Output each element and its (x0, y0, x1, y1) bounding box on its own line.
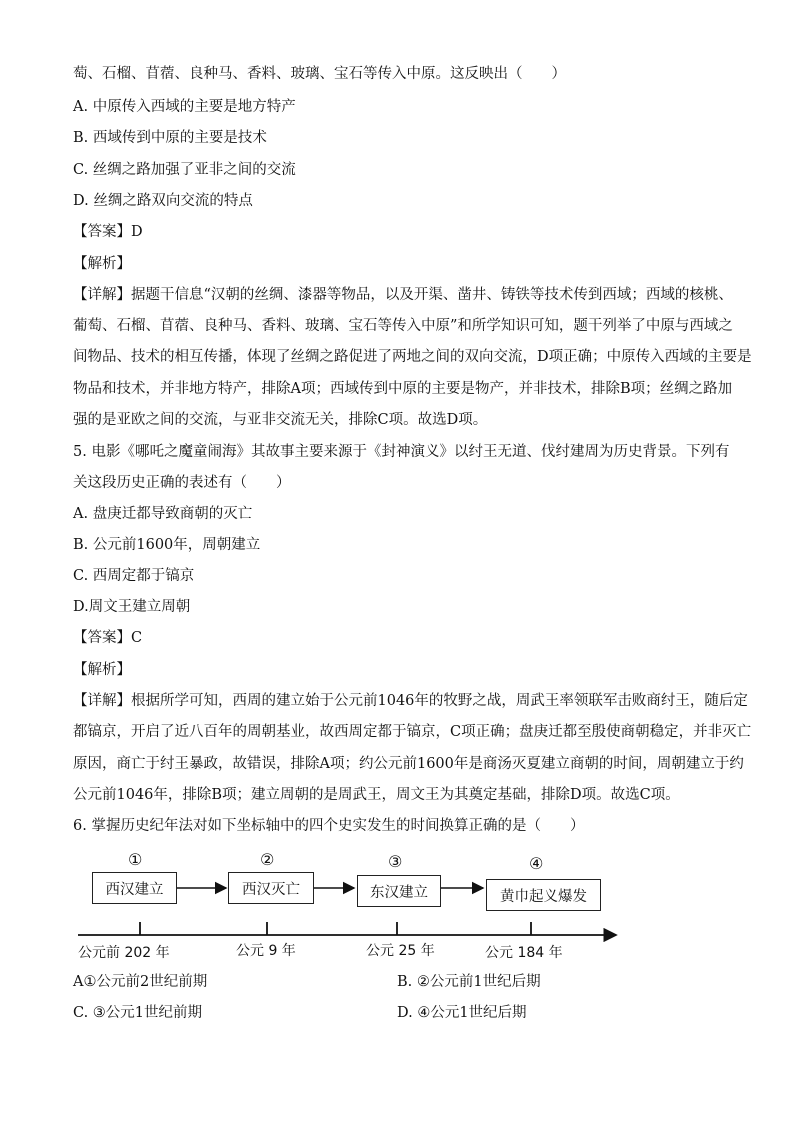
text-line: 【详解】据题干信息“汉朝的丝绸、漆器等物品，以及开渠、凿井、铸铁等技术传到西域；西域的核桃、 (73, 287, 733, 303)
event-number: ② (260, 850, 275, 869)
text-line: 公元前1046年，排除B项；建立周朝的是周武王，周文王为其奠定基础，排除D项。故选C项。 (73, 787, 680, 803)
option-line: C. 丝绸之路加强了亚非之间的交流 (73, 162, 296, 178)
question-line: 关这段历史正确的表述有（ ） (73, 475, 291, 491)
question-line: 6. 掌握历史纪年法对如下坐标轴中的四个史实发生的时间换算正确的是（ ） (73, 818, 585, 834)
option-d: D. ④公元1世纪后期 (397, 1005, 527, 1021)
year-label: 公元 184 年 (485, 945, 563, 961)
question-line: 5. 电影《哪吒之魔童闹海》其故事主要来源于《封神演义》以纣王无道、伐纣建周为历史背景。下列有 (73, 444, 730, 460)
analysis-heading: 【解析】 (73, 256, 131, 272)
event-box: 黄巾起义爆发 (486, 879, 601, 911)
text-line: 间物品、技术的相互传播，体现了丝绸之路促进了两地之间的双向交流，D项正确；中原传入西域的主要是 (73, 349, 752, 365)
year-label: 公元 25 年 (366, 943, 435, 959)
option-line: A. 中原传入西域的主要是地方特产 (73, 99, 296, 115)
event-number: ④ (529, 854, 544, 873)
answer-line: 【答案】C (73, 630, 143, 646)
text-line: 原因，商亡于纣王暴政，故错误，排除A项；约公元前1600年是商汤灭夏建立商朝的时间，周朝建立于约 (73, 756, 744, 772)
option-line: A. 盘庚迁都导致商朝的灭亡 (73, 506, 253, 522)
timeline-figure (70, 846, 630, 966)
option-line: B. 西域传到中原的主要是技术 (73, 130, 267, 146)
option-line: D. 丝绸之路双向交流的特点 (73, 193, 253, 209)
event-box: 东汉建立 (357, 875, 441, 907)
option-line: C. 西周定都于镐京 (73, 568, 195, 584)
option-c: C. ③公元1世纪前期 (73, 1005, 203, 1021)
answer-line: 【答案】D (73, 224, 143, 240)
event-box: 西汉灭亡 (228, 872, 314, 904)
option-line: D.周文王建立周朝 (73, 599, 191, 615)
option-b: B. ②公元前1世纪后期 (397, 974, 541, 990)
text-line: 都镐京，开启了近八百年的周朝基业，故西周定都于镐京，C项正确；盘庚迁都至殷使商朝稳定，并非灭亡 (73, 724, 752, 740)
text-line: 物品和技术，并非地方特产，排除A项；西域传到中原的主要是物产，并非技术，排除B项；丝绸之路加 (73, 381, 733, 397)
text-line: 强的是亚欧之间的交流，与亚非交流无关，排除C项。故选D项。 (73, 412, 488, 428)
event-number: ① (128, 850, 143, 869)
option-a: A①公元前2世纪前期 (73, 974, 208, 990)
event-box: 西汉建立 (92, 872, 177, 904)
year-label: 公元前 202 年 (78, 945, 170, 961)
year-label: 公元 9 年 (236, 943, 296, 959)
text-line: 葡萄、石榴、苜蓿、良种马、香料、玻璃、宝石等传入中原”和所学知识可知，题干列举了中原与西域之 (73, 318, 733, 334)
text-line: 萄、石榴、苜蓿、良种马、香料、玻璃、宝石等传入中原。这反映出（ ） (73, 66, 566, 82)
event-number: ③ (388, 852, 403, 871)
option-line: B. 公元前1600年，周朝建立 (73, 537, 261, 553)
analysis-heading: 【解析】 (73, 662, 131, 678)
text-line: 【详解】根据所学可知，西周的建立始于公元前1046年的牧野之战，周武王率领联军击败商纣王，随后定 (73, 693, 748, 709)
